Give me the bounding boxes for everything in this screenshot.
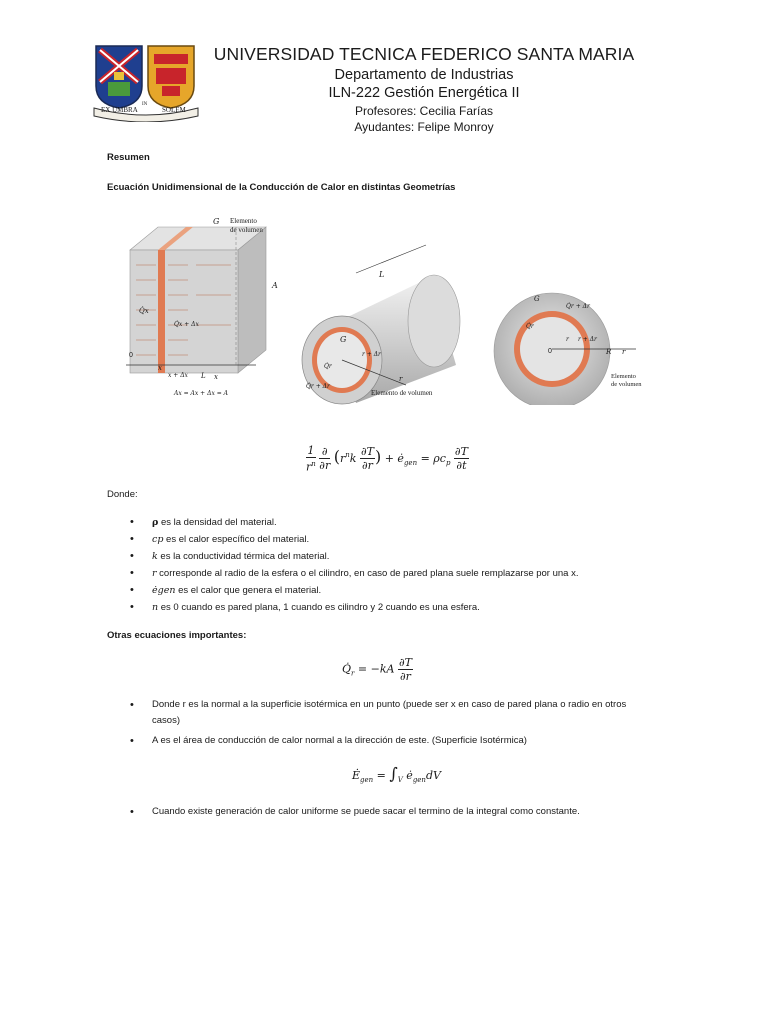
other-item-area: • A es el área de conducción de calor normal a la dirección de este. (Superficie Isotérmica) [130, 733, 650, 749]
logo-motto-left: EX UMBRA [101, 106, 138, 114]
wall-label-area: Ax = Ax + Δx = A [174, 390, 229, 397]
cyl-label-rdr: r + Δr [362, 351, 381, 358]
wall-label-qxdx: Q̇x + Δx [174, 321, 199, 328]
other-list [130, 697, 650, 750]
department-title: Departamento de Industrias [334, 67, 514, 83]
cyl-label-qr: Q̇r [324, 363, 332, 370]
wall-label-element2: de volumen [230, 226, 263, 234]
logo-motto-mid: IN [142, 102, 148, 107]
wall-label-g: G [213, 217, 220, 226]
symbol-r: r [152, 568, 157, 579]
where-item-generation: • ėgen es el calor que genera el material. [130, 582, 579, 599]
sph-label-rdr: r + Δr [578, 336, 597, 343]
wall-label-a: A [272, 281, 278, 290]
cyl-label-qrdr: Q̇r + Δr [306, 383, 330, 390]
wall-label-zero: 0 [129, 352, 133, 359]
wall-label-l: L [201, 372, 206, 380]
wall-label-element: Elemento [230, 217, 257, 225]
sph-label-r: r [566, 336, 569, 343]
professors-line: Profesores: Cecilia Farías [354, 104, 494, 118]
wall-label-x: x [158, 364, 162, 372]
sph-label-element: Elemento [611, 373, 636, 380]
sph-label-zero: 0 [548, 348, 552, 355]
sph-label-qrdr: Q̇r + Δr [566, 303, 590, 310]
sph-label-raxis: r [622, 348, 626, 356]
other-equations-label: Otras ecuaciones importantes: [107, 630, 247, 641]
fourier-equation: $Q̇_r = -kA$ $\frac{\partial T}{\partial r}$ [342, 656, 412, 683]
heat-conduction-equation: $\frac{1}{r^n}$ $\frac{\partial}{\partial r}$ ($r^nk$ $\frac{\partial T}{\partial r}$ ) + $ė_{gen} = \rho c_p$ $\frac{\partial T}{\partial t}$ [306, 444, 468, 474]
where-label: Donde: [107, 489, 138, 500]
cyl-label-r: r [399, 375, 403, 383]
last-list [130, 804, 650, 821]
symbol-n: n [152, 602, 159, 613]
symbol-egen: ėgen [152, 585, 176, 596]
university-title: UNIVERSIDAD TECNICA FEDERICO SANTA MARIA [213, 44, 635, 64]
cyl-label-l: L [379, 270, 385, 279]
where-item-density: • ρ es la densidad del material. [130, 514, 579, 531]
where-item-n: • n es 0 cuando es pared plana, 1 cuando es cilindro y 2 cuando es una esfera. [130, 599, 579, 616]
symbol-k: k [152, 551, 158, 562]
where-list [130, 514, 579, 616]
other-item-normal: • Donde r es la normal a la superficie isotérmica en un punto (puede ser x en caso de pared plana o radio en otros casos) [130, 697, 650, 729]
geometry-figure [106, 205, 650, 405]
sph-label-R: R [606, 348, 612, 356]
section-title: Ecuación Unidimensional de la Conducción de Calor en distintas Geometrías [107, 182, 456, 193]
symbol-rho: ρ [152, 517, 159, 528]
wall-label-qx: Q̇x [139, 307, 149, 315]
where-item-radius: • r corresponde al radio de la esfera o el cilindro, en caso de pared plana suele remplazarse por una x. [130, 565, 579, 582]
symbol-cp: cp [152, 534, 164, 545]
cyl-label-g: G [340, 335, 347, 344]
last-item-uniform: • Cuando existe generación de calor uniforme se puede sacar el termino de la integral como constante. [130, 804, 650, 820]
where-item-specific-heat: • cp es el calor específico del material. [130, 531, 579, 548]
course-title: ILN-222 Gestión Energética II [328, 85, 520, 101]
sph-label-g: G [534, 295, 540, 303]
where-item-conductivity: • k es la conductividad térmica del material. [130, 548, 579, 565]
sph-label-qr: Q̇r [526, 323, 534, 330]
wall-label-xdx: x + Δx [168, 372, 188, 379]
wall-label-xaxis: x [214, 373, 218, 381]
cyl-label-element: Elemento de volumen [371, 389, 433, 397]
assistants-line: Ayudantes: Felipe Monroy [354, 120, 494, 134]
generation-equation: $Ė_{gen} = \int_V$ $ė_{gen}dV$ [352, 764, 441, 785]
logo-motto-right: SOLEM [162, 106, 186, 114]
sph-label-element2: de volumen [611, 381, 642, 388]
summary-label: Resumen [107, 152, 150, 163]
